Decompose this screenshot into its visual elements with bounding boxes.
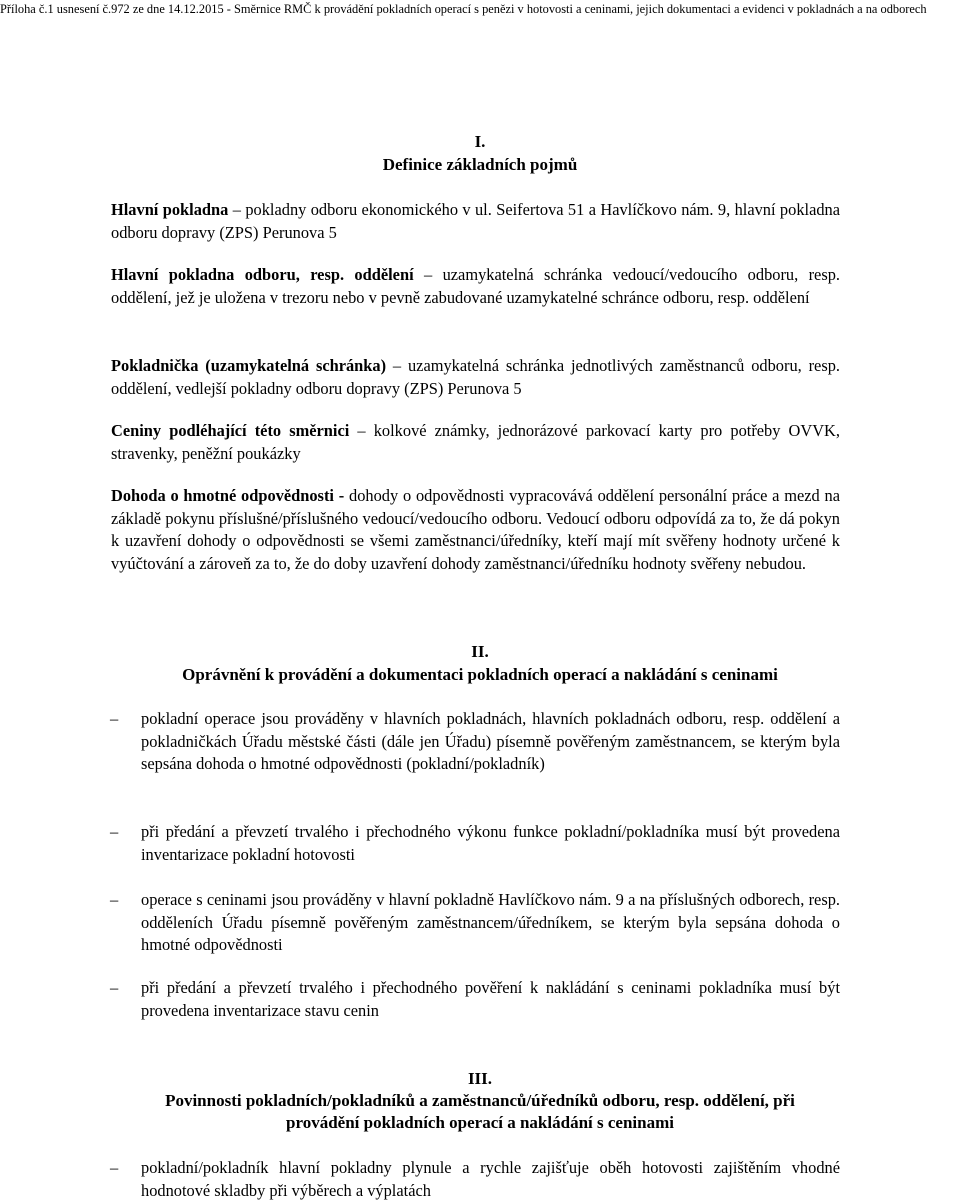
definition-valuables: [111, 420, 840, 465]
definition-term: Hlavní pokladna odboru, resp. oddělení: [111, 265, 414, 284]
section-3-title-line-2: provádění pokladních operací a nakládání s ceninami: [286, 1113, 674, 1132]
list-item-text: při předání a převzetí trvalého i přechodného pověření k nakládání s ceninami pokladníka musí být provedena inventarizace stavu cenin: [141, 978, 840, 1020]
definition-separator: –: [386, 356, 408, 375]
dash-bullet-icon: –: [110, 978, 119, 997]
running-header: Příloha č.1 usnesení č.972 ze dne 14.12.2015 - Směrnice RMČ k provádění pokladních operací s penězi v hotovosti a ceninami, jejich dokumentaci a evidenci v pokladnách a na odborech: [0, 2, 927, 16]
dash-bullet-icon: –: [110, 709, 119, 728]
definition-liability-agreement: [111, 485, 840, 575]
list-item-text: pokladní/pokladník hlavní pokladny plynule a rychle zajišťuje oběh hotovosti zajištěním vhodné hodnotové skladby při výběrech a výplatách: [141, 1158, 840, 1200]
list-item-text: pokladní operace jsou prováděny v hlavních pokladnách, hlavních pokladnách odboru, resp. oddělení a pokladničkách Úřadu městské části (dále jen Úřadu) písemně pověřeným zaměstnancem, se kterým byla sepsána dohoda o hmotné odpovědnosti (pokladní/pokladník): [141, 709, 840, 773]
section-3-title-line-1: Povinnosti pokladních/pokladníků a zaměstnanců/úředníků odboru, resp. oddělení, při: [165, 1091, 795, 1110]
definition-separator: –: [349, 421, 374, 440]
section-1-title: Definice základních pojmů: [382, 155, 578, 174]
dash-bullet-icon: –: [110, 1158, 119, 1177]
definition-department-cash-desk: [111, 264, 840, 309]
list-item: [110, 821, 840, 866]
definition-text: uzamykatelná schránka jednotlivých zaměstnanců odboru, resp. oddělení, vedlejší pokladny odboru dopravy (ZPS) Perunova 5: [111, 356, 841, 398]
definition-term: Ceniny podléhající této směrnici: [111, 421, 350, 440]
list-item: [110, 889, 840, 957]
section-2-title: Oprávnění k provádění a dokumentaci pokladních operací a nakládání s ceninami: [182, 665, 778, 684]
definition-term: Pokladnička (uzamykatelná schránka): [111, 356, 387, 375]
list-item-text: při předání a převzetí trvalého i přechodného výkonu funkce pokladní/pokladníka musí být provedena inventarizace pokladní hotovosti: [141, 822, 840, 864]
dash-bullet-icon: –: [110, 822, 119, 841]
section-1-number: I.: [474, 132, 486, 151]
definition-text: kolkové známky, jednorázové parkovací karty pro potřeby OVVK, stravenky, peněžní poukázky: [111, 421, 840, 463]
definition-term: Hlavní pokladna: [111, 200, 229, 219]
list-item: [110, 977, 840, 1022]
definition-separator: –: [413, 265, 443, 284]
dash-bullet-icon: –: [110, 890, 119, 909]
definition-main-cash-desk: [111, 199, 840, 244]
list-item: [110, 1157, 840, 1202]
definition-text: uzamykatelná schránka vedoucí/vedoucího odboru, resp. oddělení, jež je uložena v trezoru nebo v pevně zabudované uzamykatelné schránce odboru, resp. oddělení: [111, 265, 840, 307]
definition-text: dohody o odpovědnosti vypracovává oddělení personální práce a mezd na základě pokynu příslušné/příslušného vedoucí/vedoucího odboru. Vedoucí odboru odpovídá za to, že dá pokyn k uzavření dohody o odpovědnosti se všemi zaměstnanci/úředníky, kteří mají mít svěřeny hodnoty určené k vyúčtování a zároveň za to, že do doby uzavření dohody zaměstnanci/úředníku hodnoty svěřeny nebudou.: [111, 486, 840, 573]
list-item: [110, 708, 840, 776]
section-3-number: III.: [467, 1069, 493, 1088]
definition-petty-cash-box: [111, 355, 840, 400]
list-item-text: operace s ceninami jsou prováděny v hlavní pokladně Havlíčkovo nám. 9 a na příslušných odborech, resp. odděleních Úřadu písemně pověřeným zaměstnancem/úředníkem, se kterým byla sepsána dohoda o hmotné odpovědnosti: [141, 890, 840, 954]
definition-term: Dohoda o hmotné odpovědnosti -: [111, 486, 345, 505]
definition-separator: –: [228, 200, 246, 219]
definition-text: pokladny odboru ekonomického v ul. Seifertova 51 a Havlíčkovo nám. 9, hlavní pokladna odboru dopravy (ZPS) Perunova 5: [111, 200, 841, 242]
section-2-number: II.: [471, 642, 489, 661]
